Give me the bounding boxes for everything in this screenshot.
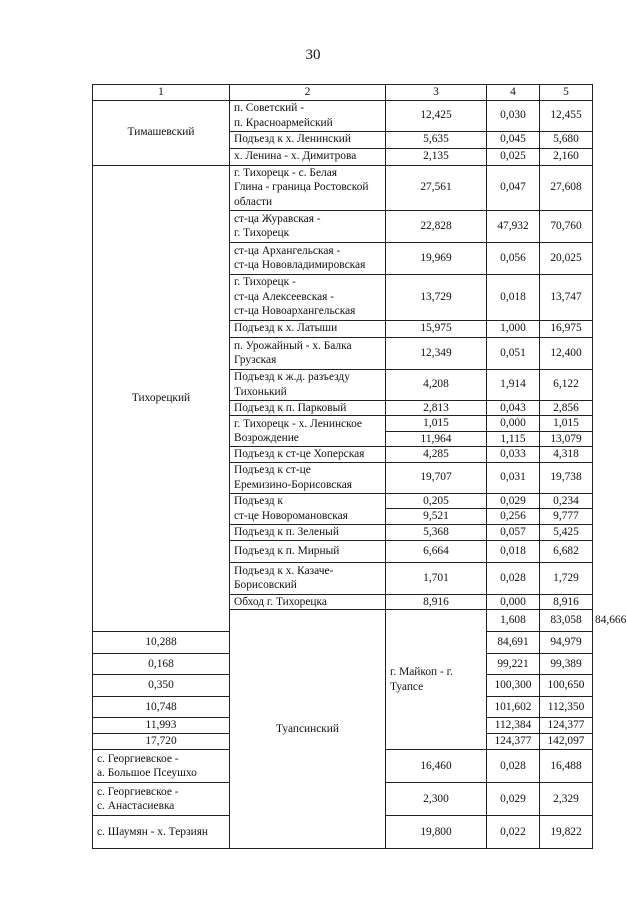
length-col-3-cell: 9,521	[386, 509, 487, 525]
length-col-4-cell: 101,602	[487, 697, 540, 718]
length-col-5-cell: 16,488	[540, 750, 593, 783]
length-col-4-cell: 0,029	[487, 493, 540, 509]
length-col-4-cell: 112,384	[487, 718, 540, 734]
length-col-4-cell: 84,691	[487, 632, 540, 654]
length-col-3-cell: 15,975	[386, 320, 487, 337]
length-col-4-cell: 83,058	[540, 610, 593, 632]
length-col-3-cell: 10,288	[93, 632, 230, 654]
length-col-5-cell: 70,760	[540, 210, 593, 242]
road-name-cell: Подъезд к х. Казаче- Борисовский	[230, 562, 386, 594]
length-col-3-cell: 8,916	[386, 594, 487, 610]
length-col-5-cell: 1,729	[540, 562, 593, 594]
length-col-4-cell: 47,932	[487, 210, 540, 242]
road-name-cell: с. Георгиевское - а. Большое Псеушхо	[93, 750, 230, 783]
length-col-4-cell: 0,256	[487, 509, 540, 525]
road-name-cell: Подъезд к ст-це Еремизино-Борисовская	[230, 462, 386, 493]
length-col-3-cell: 4,285	[386, 447, 487, 463]
length-col-3-cell: 19,707	[386, 462, 487, 493]
length-col-3-cell: 5,368	[386, 524, 487, 540]
length-col-3-cell: 0,205	[386, 493, 487, 509]
length-col-5-cell: 12,455	[540, 100, 593, 131]
length-col-3-cell: 2,300	[386, 783, 487, 816]
length-col-5-cell: 142,097	[540, 734, 593, 750]
length-col-4-cell: 99,221	[487, 654, 540, 675]
length-col-3-cell: 19,800	[386, 816, 487, 849]
length-col-4-cell: 0,028	[487, 562, 540, 594]
length-col-4-cell: 0,047	[487, 165, 540, 210]
length-col-5-cell: 100,650	[540, 675, 593, 697]
road-name-cell: Подъезд к п. Мирный	[230, 540, 386, 562]
length-col-3-cell: 1,015	[386, 416, 487, 432]
length-col-3-cell: 19,969	[386, 242, 487, 274]
length-col-3-cell: 2,135	[386, 148, 487, 165]
length-col-3-cell: 0,350	[93, 675, 230, 697]
header-col-4: 4	[487, 85, 540, 101]
district-cell: Тихорецкий	[93, 165, 230, 632]
length-col-5-cell: 5,425	[540, 524, 593, 540]
length-col-3-cell: 11,964	[386, 431, 487, 447]
road-name-cell: Подъезд к ж.д. разъезду Тихонький	[230, 369, 386, 400]
length-col-5-cell: 12,400	[540, 337, 593, 369]
length-col-3-cell: 27,561	[386, 165, 487, 210]
length-col-5-cell: 5,680	[540, 131, 593, 148]
table-row	[93, 100, 593, 131]
length-col-3-cell: 12,425	[386, 100, 487, 131]
length-col-3-cell: 13,729	[386, 274, 487, 320]
road-name-cell: с. Шаумян - х. Терзиян	[93, 816, 230, 849]
length-col-5-cell: 20,025	[540, 242, 593, 274]
header-col-1: 1	[93, 85, 230, 101]
road-name-cell: г. Майкоп - г. Туапсе	[386, 610, 487, 750]
length-col-5-cell: 9,777	[540, 509, 593, 525]
road-name-cell: Подъезд к х. Ленинский	[230, 131, 386, 148]
length-col-5-cell: 99,389	[540, 654, 593, 675]
road-name-cell: п. Советский - п. Красноармейский	[230, 100, 386, 131]
length-col-4-cell: 0,029	[487, 783, 540, 816]
length-col-5-cell: 124,377	[540, 718, 593, 734]
length-col-5-cell: 2,329	[540, 783, 593, 816]
road-name-cell: г. Тихорецк - с. Белая Глина - граница Ростовской области	[230, 165, 386, 210]
length-col-4-cell: 0,000	[487, 594, 540, 610]
length-col-5-cell: 94,979	[540, 632, 593, 654]
length-col-3-cell: 17,720	[93, 734, 230, 750]
road-name-cell: г. Тихорецк - ст-ца Алексеевская - ст-ца Новоархангельская	[230, 274, 386, 320]
length-col-4-cell: 0,045	[487, 131, 540, 148]
length-col-4-cell: 0,033	[487, 447, 540, 463]
length-col-5-cell: 4,318	[540, 447, 593, 463]
road-name-cell: Подъезд к ст-це Хоперская	[230, 447, 386, 463]
length-col-4-cell: 124,377	[487, 734, 540, 750]
road-name-cell: г. Тихорецк - х. Ленинское Возрождение	[230, 416, 386, 447]
length-col-4-cell: 0,018	[487, 274, 540, 320]
length-col-4-cell: 1,115	[487, 431, 540, 447]
length-col-4-cell: 0,018	[487, 540, 540, 562]
length-col-3-cell: 12,349	[386, 337, 487, 369]
length-col-3-cell: 1,701	[386, 562, 487, 594]
length-col-5-cell: 27,608	[540, 165, 593, 210]
length-col-5-cell: 16,975	[540, 320, 593, 337]
length-col-5-cell: 6,122	[540, 369, 593, 400]
length-col-5-cell: 13,079	[540, 431, 593, 447]
road-name-cell: Подъезд к п. Парковый	[230, 400, 386, 416]
length-col-3-cell: 4,208	[386, 369, 487, 400]
length-col-5-cell: 13,747	[540, 274, 593, 320]
length-col-3-cell: 5,635	[386, 131, 487, 148]
length-col-4-cell: 0,028	[487, 750, 540, 783]
length-col-4-cell: 0,025	[487, 148, 540, 165]
road-table	[92, 84, 626, 849]
length-col-3-cell: 2,813	[386, 400, 487, 416]
road-name-cell: с. Георгиевское - с. Анастасиевка	[93, 783, 230, 816]
header-col-2: 2	[230, 85, 386, 101]
length-col-3-cell: 16,460	[386, 750, 487, 783]
length-col-5-cell: 8,916	[540, 594, 593, 610]
road-name-cell: п. Урожайный - х. Балка Грузская	[230, 337, 386, 369]
length-col-4-cell: 1,914	[487, 369, 540, 400]
road-name-cell: Подъезд к п. Зеленый	[230, 524, 386, 540]
length-col-5-cell: 2,856	[540, 400, 593, 416]
header-col-3: 3	[386, 85, 487, 101]
district-cell: Тимашевский	[93, 100, 230, 165]
header-row	[93, 85, 593, 101]
length-col-5-cell: 19,738	[540, 462, 593, 493]
header-col-5: 5	[540, 85, 593, 101]
length-col-5-cell: 6,682	[540, 540, 593, 562]
table-row	[93, 165, 593, 210]
length-col-5-cell: 112,350	[540, 697, 593, 718]
length-col-4-cell: 1,000	[487, 320, 540, 337]
road-name-cell: ст-ца Журавская - г. Тихорецк	[230, 210, 386, 242]
length-col-5-cell: 2,160	[540, 148, 593, 165]
length-col-5-cell: 19,822	[540, 816, 593, 849]
length-col-4-cell: 0,056	[487, 242, 540, 274]
district-cell: Туапсинский	[230, 610, 386, 849]
page-number: 30	[305, 47, 321, 63]
length-col-4-cell: 0,031	[487, 462, 540, 493]
length-col-4-cell: 0,057	[487, 524, 540, 540]
road-name-cell: ст-ца Архангельская - ст-ца Нововладимировская	[230, 242, 386, 274]
road-name-cell: Подъезд к ст-це Новоромановская	[230, 493, 386, 524]
length-col-4-cell: 0,043	[487, 400, 540, 416]
length-col-5-cell: 1,015	[540, 416, 593, 432]
table-row: Туапсинский г. Майкоп - г. Туапсе 1,608 83,058 84,666	[93, 610, 593, 632]
length-col-4-cell: 0,051	[487, 337, 540, 369]
length-col-3-cell: 0,168	[93, 654, 230, 675]
length-col-5-cell: 0,234	[540, 493, 593, 509]
road-name-cell: х. Ленина - х. Димитрова	[230, 148, 386, 165]
length-col-4-cell: 0,022	[487, 816, 540, 849]
road-name-cell: Подъезд к х. Латыши	[230, 320, 386, 337]
length-col-4-cell: 100,300	[487, 675, 540, 697]
road-table-body	[93, 85, 626, 849]
length-col-3-cell: 11,993	[93, 718, 230, 734]
length-col-3-cell: 6,664	[386, 540, 487, 562]
length-col-4-cell: 0,030	[487, 100, 540, 131]
road-name-cell: Обход г. Тихорецка	[230, 594, 386, 610]
length-col-3-cell: 10,748	[93, 697, 230, 718]
length-col-4-cell: 0,000	[487, 416, 540, 432]
length-col-3-cell: 22,828	[386, 210, 487, 242]
length-col-3-cell: 1,608	[487, 610, 540, 632]
